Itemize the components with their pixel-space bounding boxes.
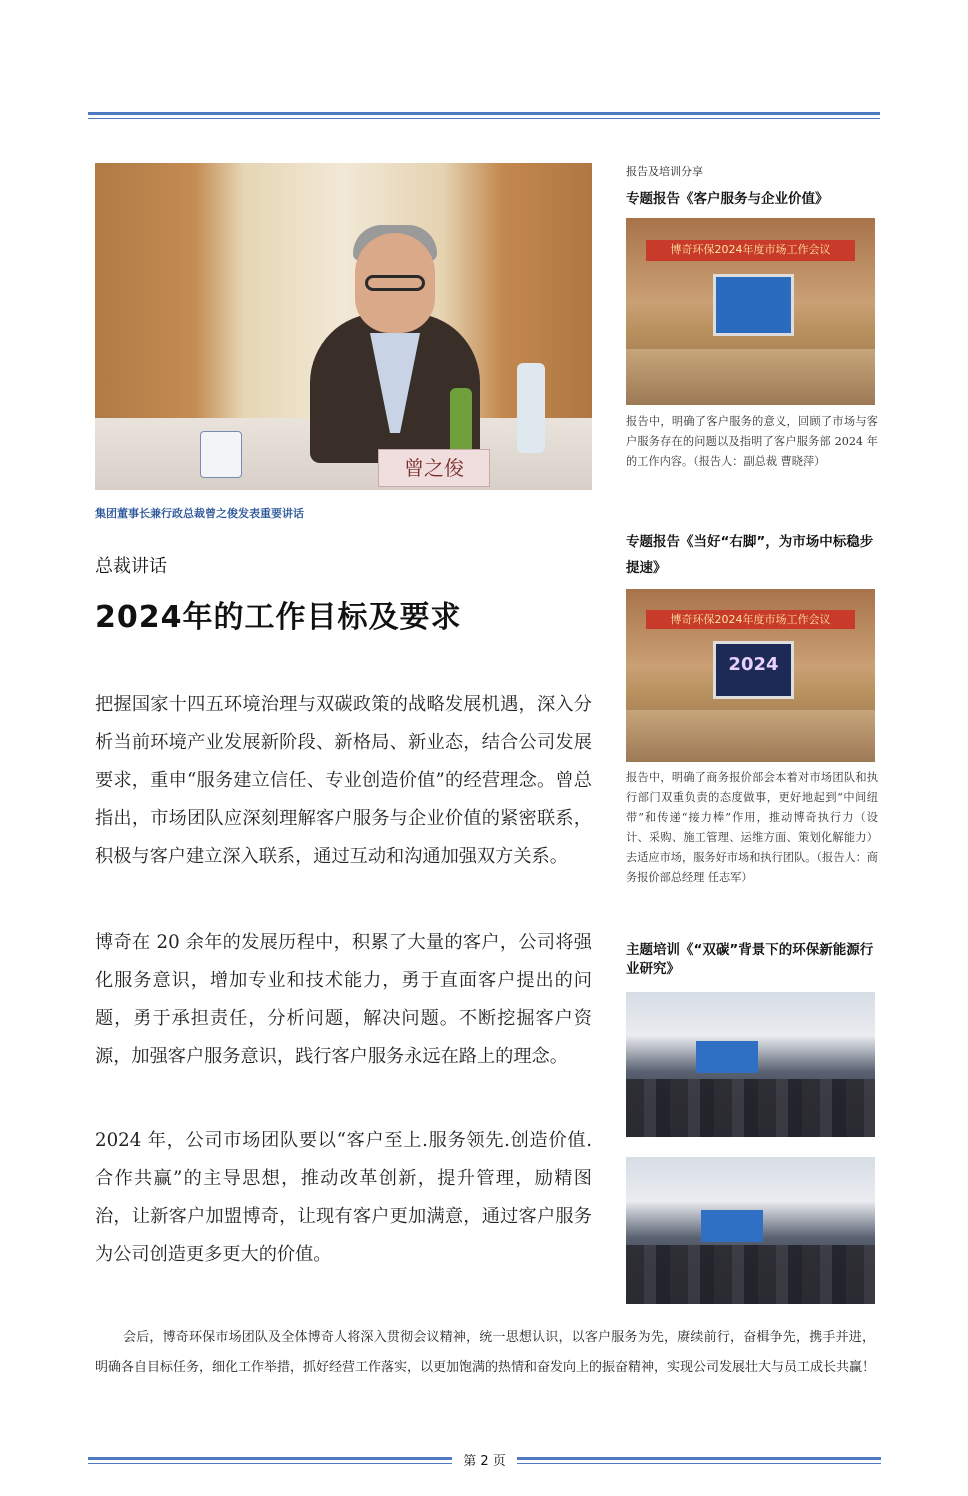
main-speaker-photo [95,163,592,490]
report-2-text: 报告中，明确了商务报价部会本着对市场团队和执行部门双重负责的态度做事，更好地起到“中间纽带”和传递“接力棒”作用，推动博奇执行力（设计、采购、施工管理、运维方面、策划化解能力）去适应市场，服务好市场和执行团队。（报告人：商务报价部总经理 任志军） [626,771,878,884]
report-2-photo-banner: 博奇环保2024年度市场工作会议 [646,610,855,629]
photo-water-bottle [517,363,545,453]
training-photo-1-screen [696,1041,758,1073]
footer-rule-left-thick [88,1457,452,1460]
section-label: 总裁讲话 [95,556,167,577]
training-photo-2 [626,1157,875,1304]
footer-rule-left-thin [88,1463,452,1464]
training-photo-1 [626,992,875,1137]
page-number: 第 2 页 [463,1454,506,1469]
training-photo-2-audience [626,1245,875,1304]
photo-speaker-glasses [365,275,425,291]
report-1-photo-carpet [626,349,875,405]
report-2-photo-screen [713,641,794,699]
photo-green-bottle [450,388,472,458]
report-2-photo [626,589,875,762]
header-rule-thick [88,112,880,115]
article-paragraph-3: 2024 年，公司市场团队要以“客户至上.服务领先.创造价值.合作共赢”的主导思想，推动改革创新，提升管理，励精图治，让新客户加盟博奇，让现有客户更加满意，通过客户服务为公司创造更多更大的价值。 [95,1130,592,1265]
article-paragraph-1: 把握国家十四五环境治理与双碳政策的战略发展机遇，深入分析当前环境产业发展新阶段、新格局、新业态，结合公司发展要求，重申“服务建立信任、专业创造价值”的经营理念。曾总指出，市场团队应深刻理解客户服务与企业价值的紧密联系，积极与客户建立深入联系，通过互动和沟通加强双方关系。 [95,694,592,867]
main-photo-caption: 集团董事长兼行政总裁曾之俊发表重要讲话 [95,507,304,520]
article-paragraph-2: 博奇在 20 余年的发展历程中，积累了大量的客户，公司将强化服务意识，增加专业和技术能力，勇于直面客户提出的问题，勇于承担责任，分析问题，解决问题。不断挖掘客户资源，加强客户服务意识，践行客户服务永远在路上的理念。 [95,932,592,1067]
report-2-photo-screen-year: 2024 [728,654,779,676]
photo-cup [200,431,242,478]
report-1-title: 专题报告《客户服务与企业价值》 [626,191,829,207]
photo-nameplate: 曾之俊 [378,449,490,487]
training-title: 主题培训《“双碳”背景下的环保新能源行业研究》 [626,942,874,977]
report-1-text: 报告中，明确了客户服务的意义，回顾了市场与客户服务存在的问题以及指明了客户服务部 2024 年的工作内容。（报告人：副总裁 曹晓萍） [626,415,878,468]
report-2-title: 专题报告《当好“右脚”，为市场中标稳步提速》 [626,534,874,576]
report-1-photo-screen [713,274,794,336]
training-photo-2-screen [701,1210,763,1242]
report-2-photo-carpet [626,710,875,762]
footer-rule-right-thick [517,1457,881,1460]
footer-rule-right-thin [517,1463,881,1464]
sidebar-label: 报告及培训分享 [626,165,703,178]
header-rule-thin [88,118,880,119]
report-1-photo [626,218,875,405]
closing-paragraph: 会后，博奇环保市场团队及全体博奇人将深入贯彻会议精神，统一思想认识，以客户服务为先，赓续前行，奋楫争先，携手并进，明确各自目标任务，细化工作举措，抓好经营工作落实，以更加饱满的热情和奋发向上的振奋精神，实现公司发展壮大与员工成长共赢！ [95,1330,876,1375]
report-1-photo-banner: 博奇环保2024年度市场工作会议 [646,240,855,261]
training-photo-1-audience [626,1079,875,1137]
article-title: 2024年的工作目标及要求 [95,600,462,635]
